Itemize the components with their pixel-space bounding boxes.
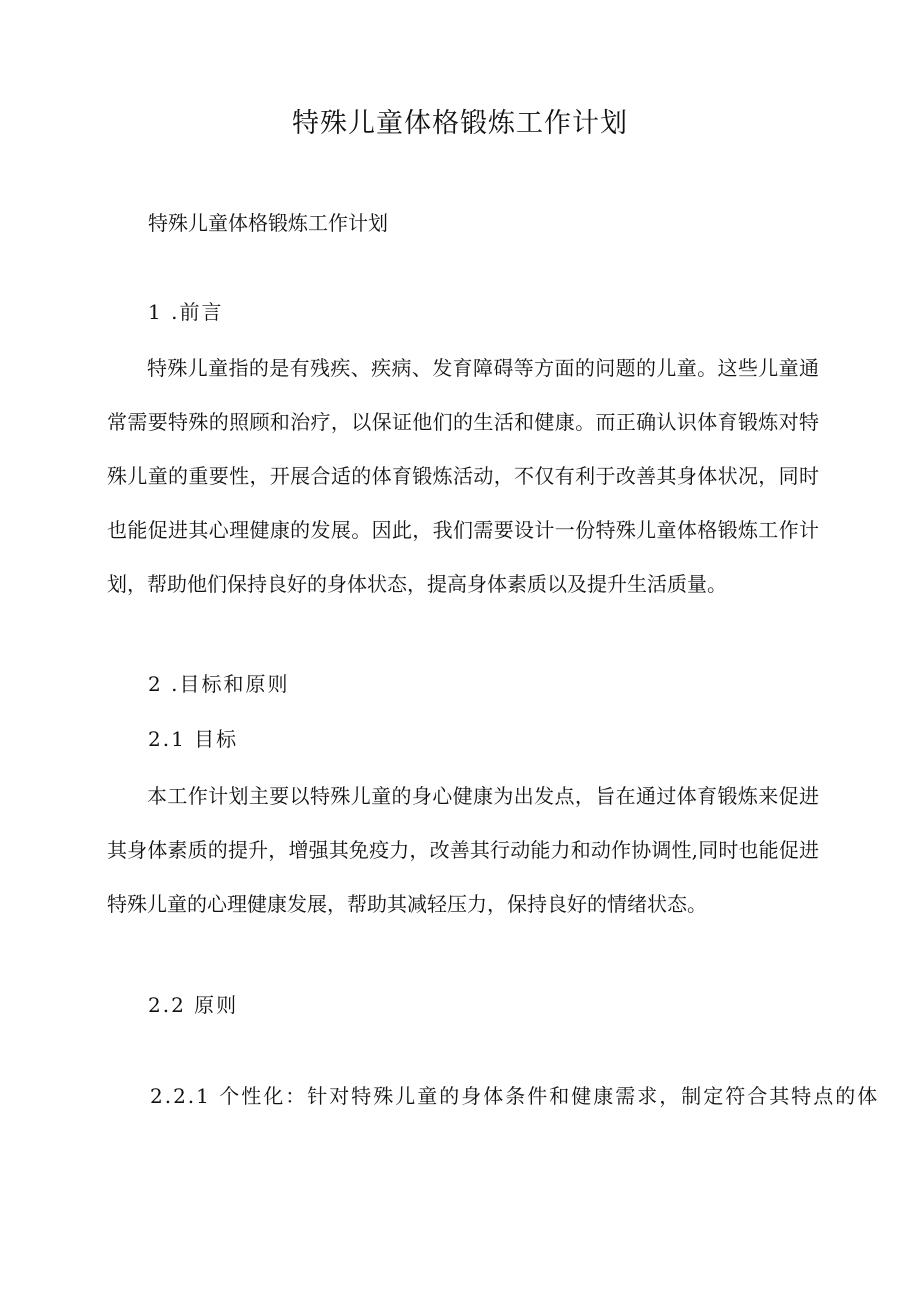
section-1-paragraph: 特殊儿童指的是有残疾、疾病、发育障碍等方面的问题的儿童。这些儿童通常需要特殊的照顾和治疗，以保证他们的生活和健康。而正确认识体育锻炼对特殊儿童的重要性，开展合适的体育锻炼活动，不仅有利于改善其身体状况，同时也能促进其心理健康的发展。因此，我们需要设计一份特殊儿童体格锻炼工作计划，帮助他们保持良好的身体状态，提高身体素质以及提升生活质量。: [107, 356, 819, 596]
section-2-2-1-item: 2.2.1 个性化：针对特殊儿童的身体条件和健康需求，制定符合其特点的体: [150, 1084, 880, 1108]
section-2-heading: 2 .目标和原则: [148, 672, 290, 696]
section-2-1-heading: 2.1 目标: [148, 727, 239, 751]
section-2-1-paragraph: 本工作计划主要以特殊儿童的身心健康为出发点，旨在通过体育锻炼来促进其身体素质的提升，增强其免疫力，改善其行动能力和动作协调性,同时也能促进特殊儿童的心理健康发展，帮助其减轻压力，保持良好的情绪状态。: [107, 784, 819, 916]
section-2-2-heading: 2.2 原则: [148, 993, 239, 1017]
document-subtitle: 特殊儿童体格锻炼工作计划: [148, 211, 388, 235]
document-title: 特殊儿童体格锻炼工作计划: [292, 108, 628, 139]
section-1-heading: 1 .前言: [148, 300, 224, 324]
